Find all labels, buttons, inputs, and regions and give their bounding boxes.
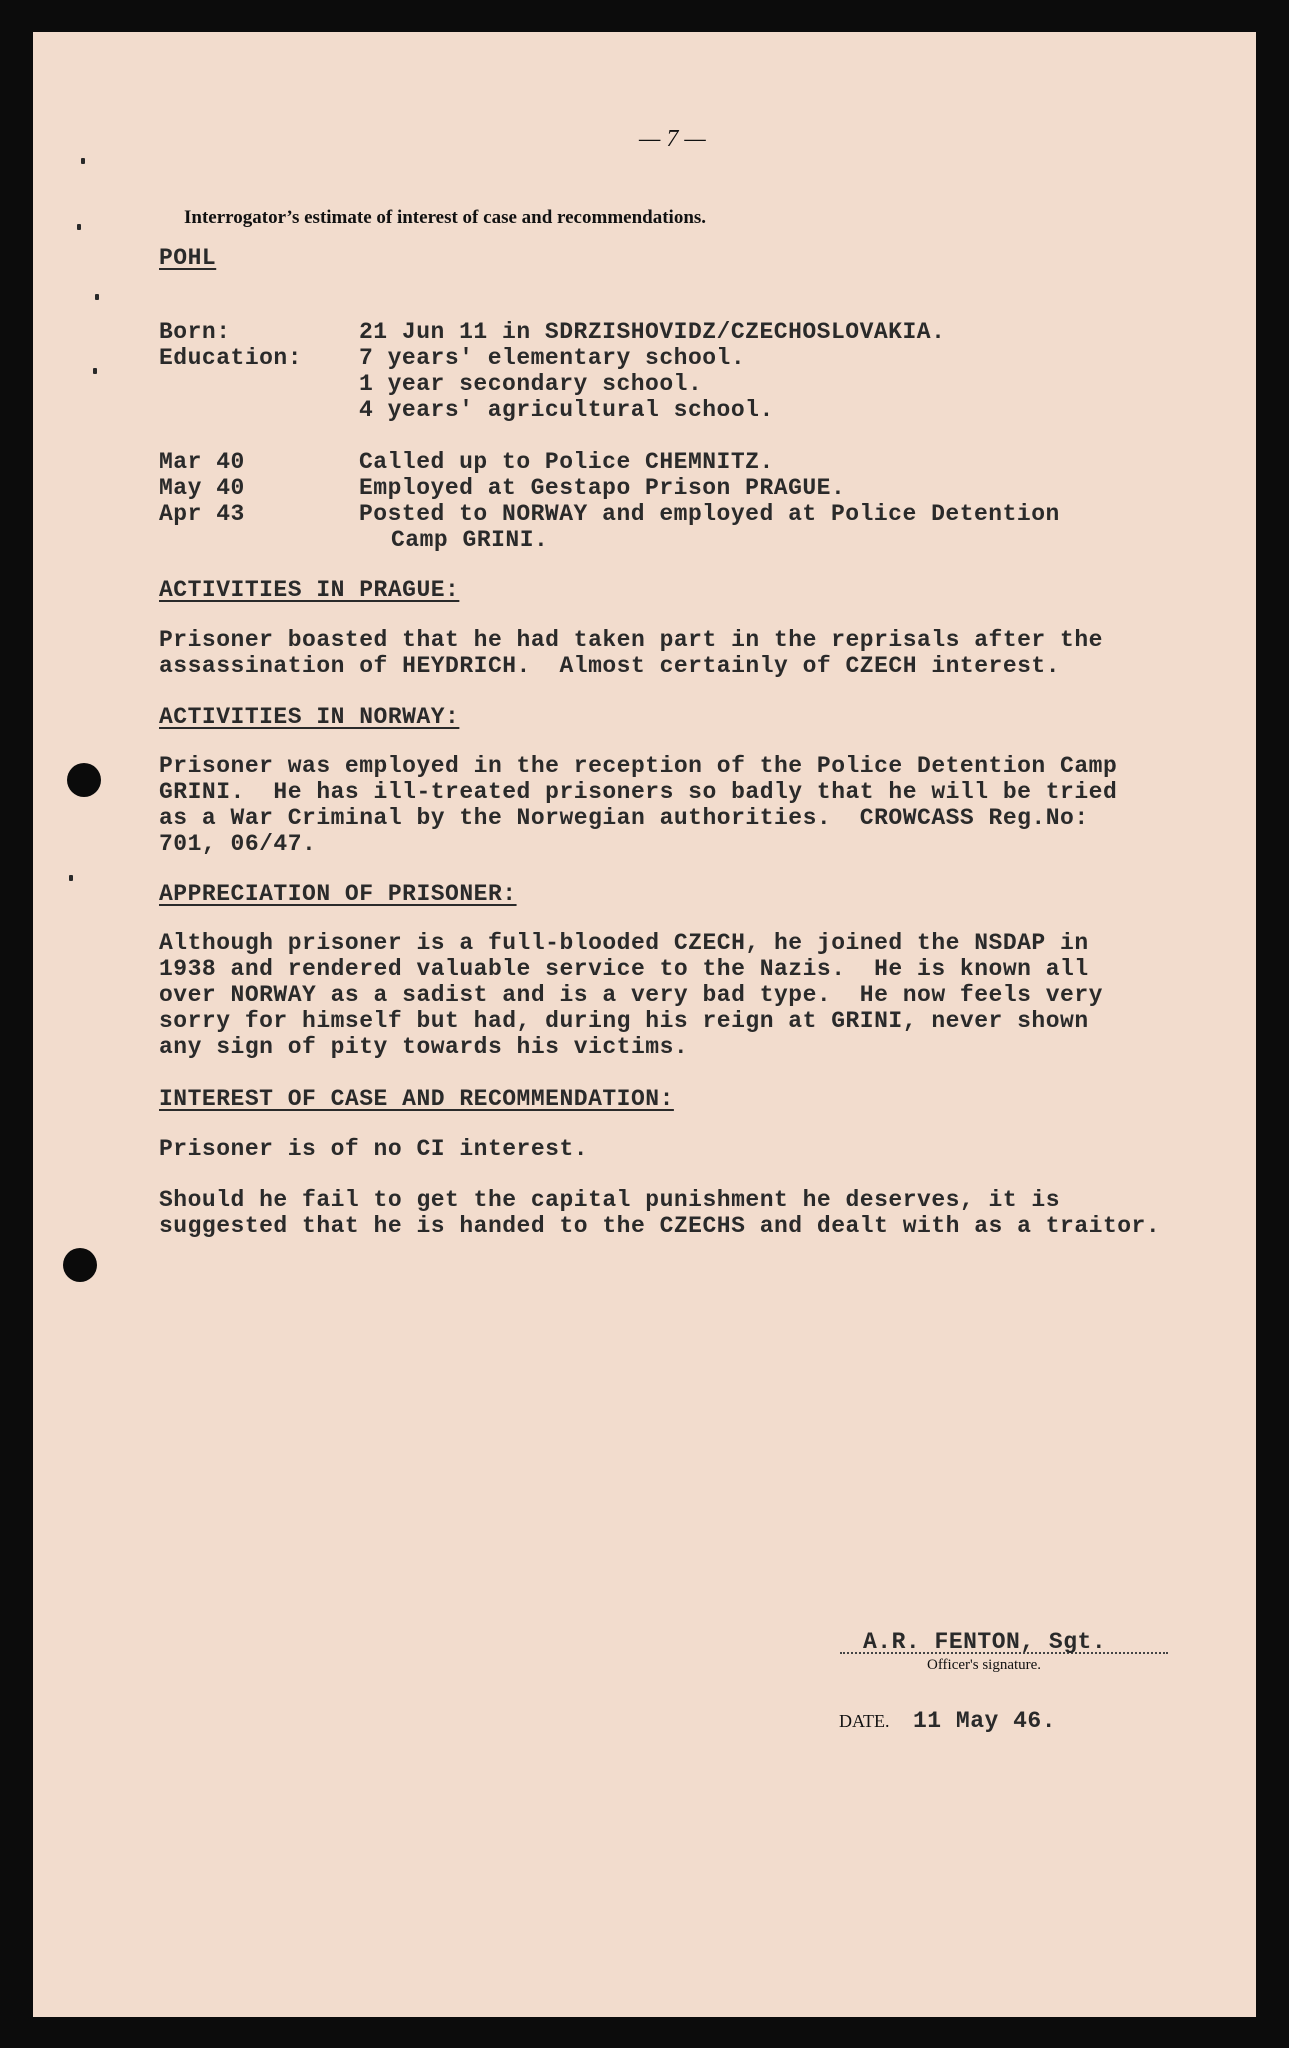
signature-label: Officer's signature. — [927, 1657, 1042, 1673]
section-title: INTEREST OF CASE AND RECOMMENDATION: — [159, 1086, 674, 1112]
education-line: 7 years' elementary school. — [359, 345, 746, 371]
section-title: ACTIVITIES IN NORWAY: — [159, 704, 460, 730]
section-line: Prisoner was employed in the reception of the Police Detention Camp — [159, 753, 1118, 779]
section-line: Prisoner is of no CI interest. — [159, 1136, 589, 1162]
born-label: Born: — [159, 319, 231, 345]
section-line: GRINI. He has ill-treated prisoners so badly that he will be tried — [159, 779, 1118, 805]
closing-line: Should he fail to get the capital punishment he deserves, it is — [159, 1187, 1061, 1213]
section-line: assassination of HEYDRICH. Almost certainly of CZECH interest. — [159, 653, 1061, 679]
section-line: Although prisoner is a full-blooded CZECH, he joined the NSDAP in — [159, 930, 1089, 956]
speck — [69, 875, 73, 881]
section-line: any sign of pity towards his victims. — [159, 1034, 689, 1060]
section-line: Prisoner boasted that he had taken part in the reprisals after the — [159, 627, 1103, 653]
section-line: 701, 06/47. — [159, 831, 317, 857]
education-line: 1 year secondary school. — [359, 371, 703, 397]
section-title: ACTIVITIES IN PRAGUE: — [159, 577, 460, 603]
speck — [95, 294, 99, 300]
career-date: Mar 40 — [159, 449, 245, 475]
career-text: Employed at Gestapo Prison PRAGUE. — [359, 475, 846, 501]
closing-line: suggested that he is handed to the CZECHS and dealt with as a traitor. — [159, 1213, 1161, 1239]
section-line: over NORWAY as a sadist and is a very bad type. He now feels very — [159, 982, 1103, 1008]
speck — [93, 368, 97, 374]
date-value: 11 May 46. — [913, 1708, 1057, 1734]
career-date: May 40 — [159, 475, 245, 501]
born-value: 21 Jun 11 in SDRZISHOVIDZ/CZECHOSLOVAKIA. — [359, 319, 946, 345]
education-line: 4 years' agricultural school. — [359, 397, 774, 423]
subject-name: POHL — [159, 245, 217, 271]
section-line: 1938 and rendered valuable service to the Nazis. He is known all — [159, 956, 1089, 982]
speck — [81, 158, 85, 164]
career-text: Called up to Police CHEMNITZ. — [359, 449, 774, 475]
signature-name: A.R. FENTON, Sgt. — [863, 1629, 1107, 1655]
career-date: Apr 43 — [159, 501, 245, 527]
career-text: Posted to NORWAY and employed at Police Detention — [359, 501, 1060, 527]
date-label: DATE. — [839, 1711, 890, 1731]
page-number: — 7 — — [639, 126, 706, 152]
page-heading: Interrogator’s estimate of interest of case and recommendations. — [184, 207, 707, 228]
section-line: sorry for himself but had, during his reign at GRINI, never shown — [159, 1008, 1089, 1034]
speck — [77, 224, 81, 230]
document-page — [33, 32, 1256, 2017]
education-label: Education: — [159, 345, 303, 371]
punch-hole — [63, 1248, 97, 1282]
section-line: as a War Criminal by the Norwegian authorities. CROWCASS Reg.No: — [159, 805, 1089, 831]
section-title: APPRECIATION OF PRISONER: — [159, 881, 517, 907]
punch-hole — [67, 763, 101, 797]
career-text-cont: Camp GRINI. — [391, 527, 549, 553]
